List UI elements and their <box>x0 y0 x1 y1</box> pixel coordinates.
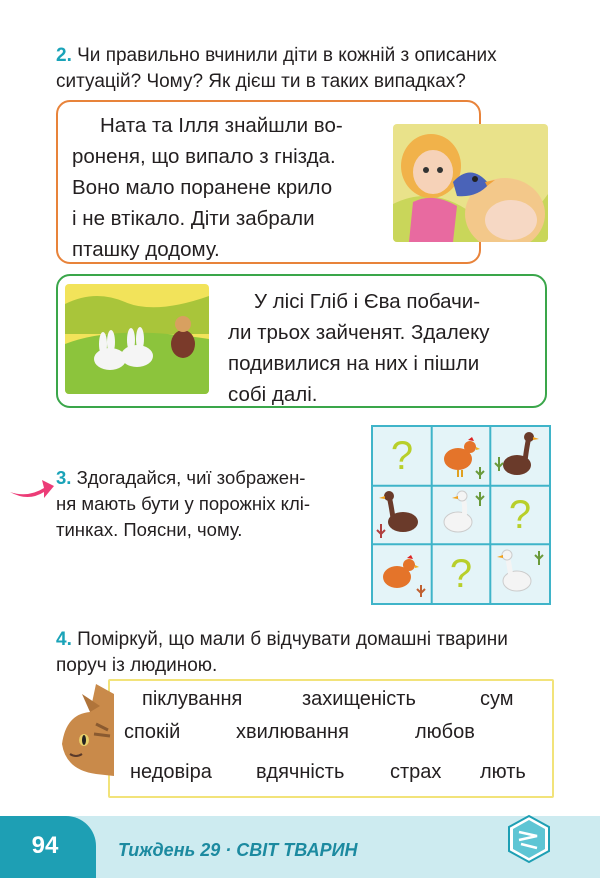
task3-number: 3. <box>56 467 72 488</box>
word-item: захищеність <box>302 688 416 710</box>
task2-line2: ситуацій? Чому? Як дієш ти в таких випадках? <box>56 71 466 92</box>
word-item: недовіра <box>130 761 212 783</box>
grid-cell-question: ? <box>449 552 473 596</box>
story2-line: У лісі Гліб і Єва побачи- <box>254 290 481 313</box>
pointer-arrow-icon <box>8 476 54 502</box>
grid-cell-goose-icon <box>491 427 549 485</box>
grid-cell-question: ? <box>508 493 532 537</box>
story2-line: собі далі. <box>228 383 318 406</box>
task3-line2: ня мають бути у порожніх клі- <box>56 493 311 514</box>
word-item: страх <box>390 761 442 783</box>
task2-question <box>56 43 497 95</box>
rabbits-illustration <box>65 284 209 394</box>
word-item: лють <box>480 761 526 783</box>
week-separator: · <box>220 840 237 860</box>
topic-label: СВІТ ТВАРИН <box>236 840 358 860</box>
story1-line: Ната та Ілля знайшли во- <box>100 114 343 137</box>
word-item: хвилювання <box>236 721 349 743</box>
story1-line: пташку додому. <box>72 238 220 261</box>
story2-text <box>228 286 529 410</box>
grid-cell-hen-icon <box>373 545 431 603</box>
task3-line3: тинках. Поясни, чому. <box>56 519 243 540</box>
grid-cell-goose-icon <box>373 486 431 544</box>
story2-line: подивилися на них і пішли <box>228 352 480 375</box>
word-item: сум <box>480 688 514 710</box>
week-topic <box>118 840 358 861</box>
children-bird-illustration <box>393 124 548 242</box>
task4-line2: поруч із людиною. <box>56 655 218 676</box>
task4-line1: Поміркуй, що мали б відчувати домашні тварини <box>77 629 508 650</box>
section-logo-icon <box>505 814 553 864</box>
page-number: 94 <box>31 832 59 859</box>
week-label: Тиждень 29 <box>118 840 221 860</box>
story1-text <box>72 110 378 265</box>
word-item: любов <box>415 721 475 743</box>
kitten-illustration <box>56 684 114 776</box>
word-item: піклування <box>142 688 243 710</box>
story2-line: ли трьох зайченят. Здалеку <box>228 321 490 344</box>
task2-line1: Чи правильно вчинили діти в кожній з описаних <box>77 45 497 66</box>
grid-cell-hen-icon <box>432 427 490 485</box>
word-item: спокій <box>124 721 181 743</box>
story1-line: Воно мало поранене крило <box>72 176 333 199</box>
task4-question <box>56 627 508 679</box>
grid-cell-white-goose-icon <box>432 486 490 544</box>
task3-line1: Здогадайся, чиї зображен- <box>76 467 306 488</box>
story1-line: роненя, що випало з гнізда. <box>72 145 336 168</box>
grid-cell-white-goose-icon <box>491 545 549 603</box>
grid-cell-question: ? <box>390 434 414 478</box>
task2-number: 2. <box>56 45 72 66</box>
story1-line: і не втікало. Діти забрали <box>72 207 315 230</box>
task4-number: 4. <box>56 629 72 650</box>
word-item: вдячність <box>256 761 345 783</box>
task3-question <box>56 465 310 543</box>
puzzle-grid <box>371 425 551 605</box>
